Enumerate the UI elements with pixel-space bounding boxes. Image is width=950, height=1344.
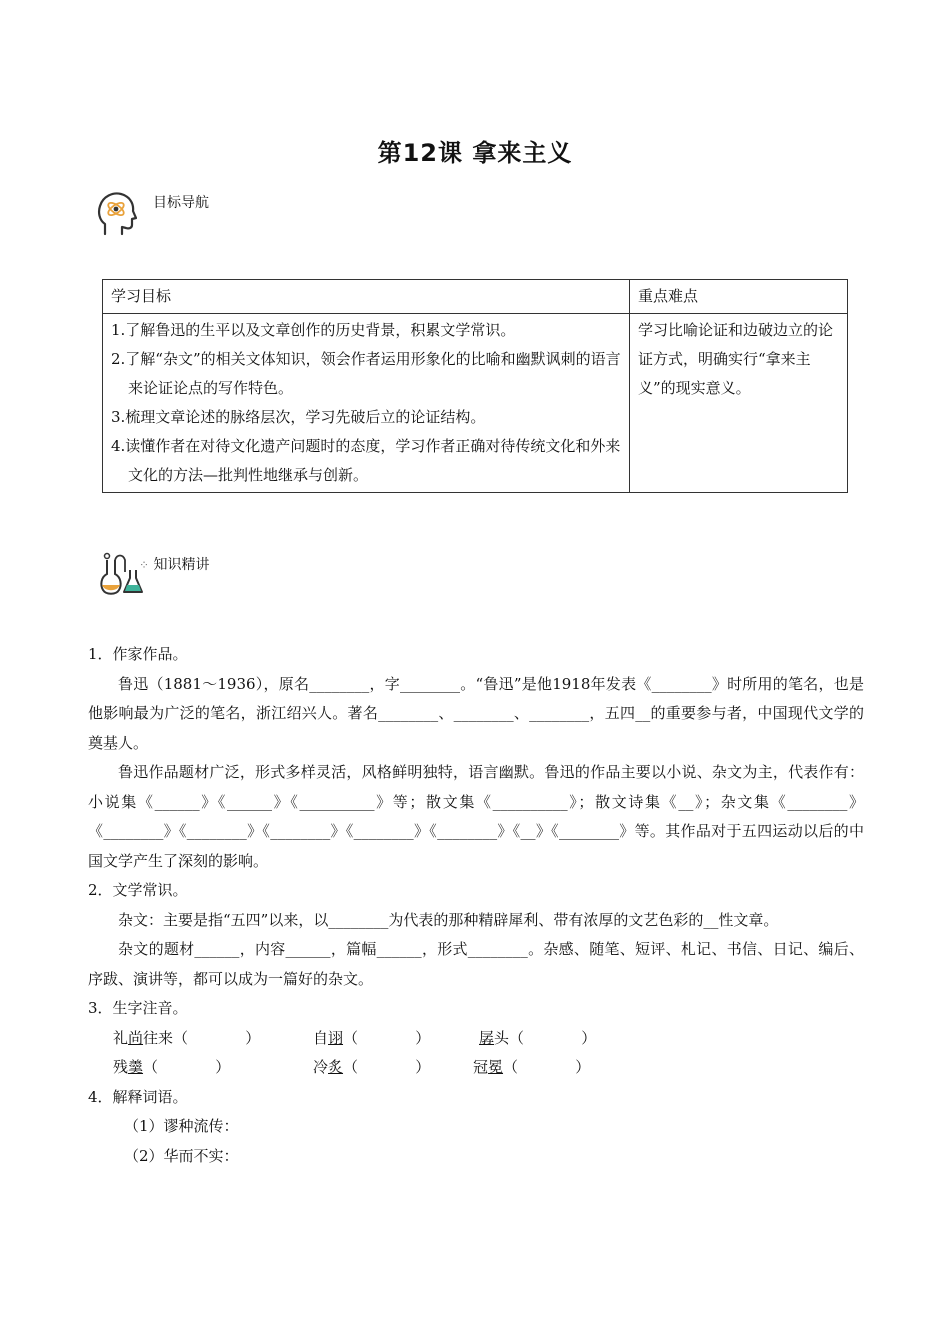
pinyin-row: [88, 1053, 864, 1083]
heading-author-works: 1．作家作品。: [88, 645, 188, 663]
pinyin-item: 冷炙（ ）: [313, 1058, 431, 1076]
page-title: 第12课 拿来主义: [377, 139, 573, 167]
pinyin-item: 残羹（ ）: [113, 1058, 231, 1076]
goal-item: 3.梳理文章论述的脉络层次，学习先破后立的论证结构。: [111, 408, 486, 426]
section-knowledge-label: [139, 554, 210, 574]
pinyin-item: 自诩（ ）: [313, 1028, 431, 1047]
heading-literary-knowledge: 2．文学常识。: [88, 881, 188, 899]
key-points-text: 学习比喻论证和边破边立的论证方式，明确实行“拿来主义”的现实意义。: [630, 314, 848, 493]
pinyin-item: 冠冕（ ）: [473, 1058, 591, 1076]
knowledge-content: [88, 640, 864, 1171]
section-goals-label: 目标导航: [153, 195, 209, 211]
heading-pronunciation: 3．生字注音。: [88, 999, 188, 1017]
paragraph-zawen-features: 杂文的题材______，内容______，篇幅______，形式________。杂感、随笔、短评、札记、书信、日记、编后、序跋、演讲等，都可以成为一篇好的杂文。: [88, 940, 864, 988]
paragraph-luxun-bio: 鲁迅（1881～1936），原名________，字________。“鲁迅”是他1918年发表《________》时所用的笔名，也是他影响最为广泛的笔名，浙江绍兴人。著名________、________、________，五四__的重要参与者，中国现代文学的奠基人。: [88, 674, 864, 752]
paragraph-luxun-works: 鲁迅作品题材广泛，形式多样灵活，风格鲜明独特，语言幽默。鲁迅的作品主要以小说、杂文为主，代表作有：小说集《______》《______》《__________》等；散文集《__________》；散文诗集《__》；杂文集《________》《________》《________》《________》《________》《________》《__》《________》等。其作品对于五四运动以后的中国文学产生了深刻的影响。: [88, 763, 864, 870]
section-knowledge-text: 知识精讲: [153, 557, 210, 573]
paragraph-zawen-def: 杂文：主要是指“五四”以来，以________为代表的那种精辟犀利、带有浓厚的文艺色彩的__性文章。: [118, 910, 779, 929]
sparkle-icon: ⁘: [139, 558, 150, 572]
table-header-keypoints: 重点难点: [630, 280, 848, 314]
goals-list: [103, 314, 630, 493]
brain-head-icon: [97, 190, 137, 236]
term-item: （1）谬种流传：: [124, 1117, 239, 1135]
lab-flask-icon: [97, 552, 145, 598]
goal-item: 1.了解鲁迅的生平以及文章创作的历史背景，积累文学常识。: [111, 321, 516, 339]
pinyin-row: [88, 1024, 864, 1054]
goal-item: 4.读懂作者在对待文化遗产问题时的态度，学习作者正确对待传统文化和外来文化的方法—批判性地继承与创新。: [111, 437, 621, 484]
pinyin-item: 礼尚往来（ ）: [113, 1028, 261, 1047]
goals-table: [102, 279, 848, 493]
heading-vocabulary: 4．解释词语。: [88, 1087, 188, 1106]
table-header-goals: 学习目标: [103, 280, 630, 314]
goal-item: 2.了解“杂文”的相关文体知识，领会作者运用形象化的比喻和幽默讽刺的语言来论证论点的写作特色。: [111, 350, 621, 397]
pinyin-item: 孱头（ ）: [479, 1028, 597, 1047]
term-item: （2）华而不实：: [124, 1146, 239, 1165]
